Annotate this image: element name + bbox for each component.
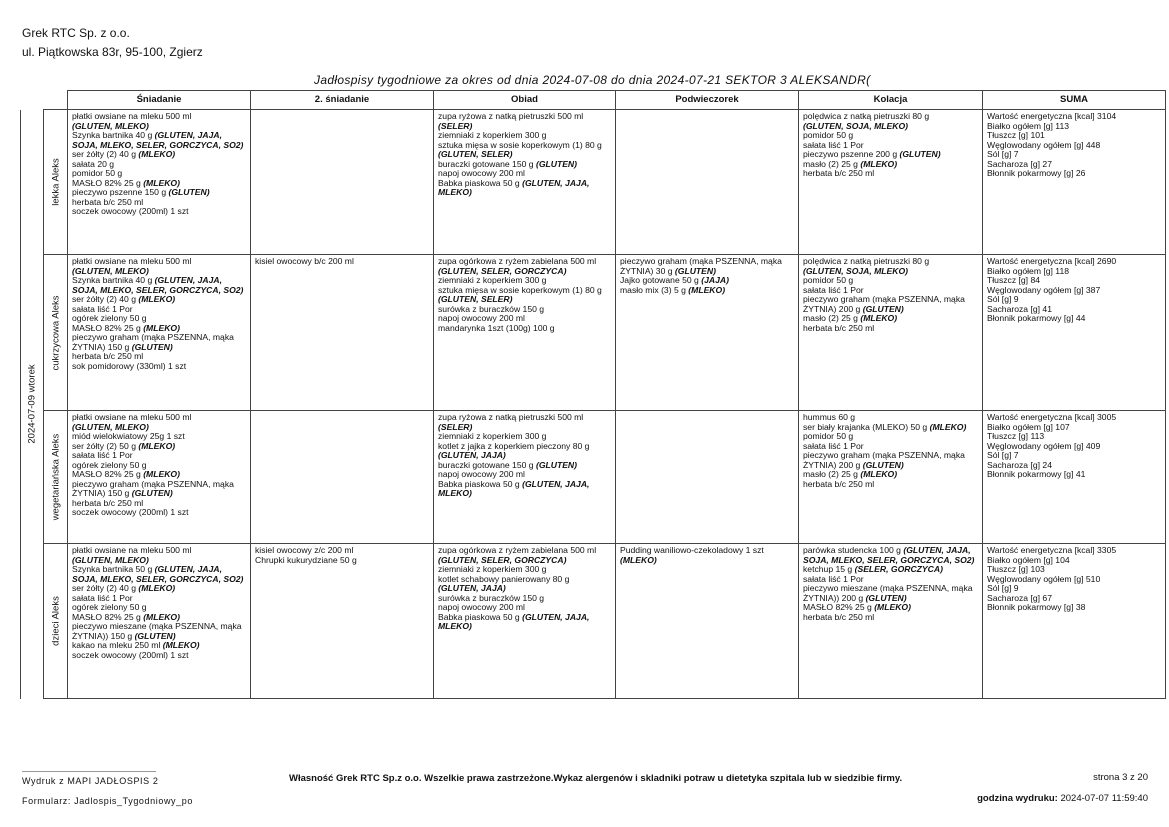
dish-text: pieczywo graham (mąka PSZENNA, mąka ŻYTNIA) 30 g — [620, 256, 782, 276]
podwieczorek-cell — [616, 255, 799, 411]
2-sniadanie-cell — [251, 255, 434, 411]
dish-text: zupa ryżowa z natką pietruszki 500 ml — [438, 111, 584, 121]
menu-item — [803, 613, 978, 623]
dish-text: sałata liść 1 Por — [72, 450, 133, 460]
allergens-text: (GLUTEN, MLEKO) — [72, 265, 149, 276]
nutrition-line: Węglowodany ogółem [g] 387 — [987, 284, 1101, 295]
menu-item — [72, 651, 246, 661]
allergens-text: (GLUTEN, SOJA, MLEKO) — [803, 265, 909, 276]
nutrition-line: Sacharoza [g] 24 — [987, 459, 1052, 470]
dish-text: ketchup 15 g — [803, 564, 855, 574]
allergens-text: (GLUTEN) — [862, 459, 904, 470]
menu-item — [72, 333, 246, 352]
dish-text: napoj owocowy 200 ml — [438, 602, 525, 612]
allergens-text: (MLEKO) — [138, 149, 176, 159]
dish-text: ser żółty (2) 40 g — [72, 149, 139, 159]
allergens-text: (MLEKO) — [143, 469, 180, 479]
diet-label: lekka Aleks — [49, 158, 61, 206]
suma-cell — [983, 411, 1166, 544]
column-header-2-sniadanie: 2. śniadanie — [251, 91, 434, 110]
date-cell — [21, 110, 44, 699]
menu-item — [803, 324, 978, 334]
printout-source: Wydruk z MAPI JADŁOSPIS 2 — [22, 776, 159, 786]
nutrition-line: Sól [g] 7 — [987, 149, 1019, 159]
allergens-text: (GLUTEN, JAJA, MLEKO) — [438, 478, 590, 498]
menu-item — [620, 286, 794, 296]
dish-text: ser biały krajanka (MLEKO) 50 g — [803, 421, 930, 432]
dish-text: kotlet schabowy panierowany 80 g — [438, 573, 570, 584]
nutrition-line: Białko ogółem [g] 104 — [987, 554, 1070, 565]
menu-item — [803, 546, 978, 565]
allergens-text: (GLUTEN) — [862, 303, 904, 314]
allergens-text: (GLUTEN, JAJA, SOJA, MLEKO, SELER, GORCZYCA, SO2) — [72, 130, 244, 150]
dish-text: ziemniaki z koperkiem 300 g — [438, 431, 547, 441]
dish-text: Szynka bartnika 40 g — [72, 130, 155, 140]
dish-text: Chrupki kukurydziane 50 g — [255, 554, 357, 565]
allergens-text: (MLEKO) — [138, 294, 176, 304]
dish-text: MASŁO 82% 25 g — [72, 611, 144, 622]
allergens-text: (MLEKO) — [162, 640, 200, 650]
dish-text: ogórek zielony 50 g — [72, 602, 147, 612]
nutrition-line: Błonnik pokarmowy [g] 44 — [987, 313, 1086, 323]
nutrition-line: Białko ogółem [g] 107 — [987, 421, 1070, 432]
menu-item — [438, 442, 611, 461]
nutrition-line: Sacharoza [g] 27 — [987, 158, 1052, 169]
obiad-cell — [434, 110, 616, 255]
diet-cell — [44, 110, 68, 255]
allergens-text: (GLUTEN, JAJA) — [438, 583, 506, 593]
dish-text: napoj owocowy 200 ml — [438, 469, 525, 479]
allergens-text: (MLEKO) — [929, 421, 967, 432]
dish-text: ser żółty (2) 50 g — [72, 440, 139, 451]
diet-cell — [44, 411, 68, 544]
allergens-text: (GLUTEN) — [899, 149, 941, 159]
dish-text: zupa ogórkowa z ryżem zabielana 500 ml — [438, 256, 597, 266]
dish-text: kotlet z jajka z koperkiem pieczony 80 g — [438, 440, 590, 451]
allergens-text: (GLUTEN, JAJA, MLEKO) — [438, 611, 590, 631]
print-time — [977, 793, 1148, 804]
dish-text: sałata liść 1 Por — [803, 284, 864, 295]
sniadanie-cell — [68, 255, 251, 411]
dish-text: ser żółty (2) 40 g — [72, 294, 139, 304]
dish-text: mandarynka 1szt (100g) 100 g — [438, 322, 555, 333]
podwieczorek-cell — [616, 411, 799, 544]
dish-text: pomidor 50 g — [803, 130, 854, 140]
allergens-text: (MLEKO) — [138, 583, 176, 593]
nutrition-line: Tłuszcz [g] 103 — [987, 564, 1045, 574]
menu-item — [438, 480, 611, 499]
dish-text: ziemniaki z koperkiem 300 g — [438, 275, 547, 285]
dish-text: masło (2) 25 g — [803, 313, 861, 323]
sniadanie-cell — [68, 110, 251, 255]
diet-label: dzieci Aleks — [49, 596, 61, 646]
obiad-cell — [434, 255, 616, 411]
kolacja-cell — [799, 544, 983, 699]
allergens-text: (GLUTEN) — [674, 265, 716, 276]
menu-item — [803, 169, 978, 179]
dish-text: herbata b/c 250 ml — [72, 497, 144, 508]
nutrition-line: Sól [g] 7 — [987, 450, 1019, 460]
dish-text: napoj owocowy 200 ml — [438, 168, 525, 178]
dish-text: ogórek zielony 50 g — [72, 313, 147, 323]
allergens-text: (GLUTEN) — [535, 459, 578, 470]
suma-cell — [983, 255, 1166, 411]
dish-text: kakao na mleku 250 ml — [72, 640, 163, 650]
dish-text: pieczywo pszenne 200 g — [803, 149, 900, 159]
print-time-label: godzina wydruku: — [977, 793, 1058, 804]
dish-text: masło (2) 25 g — [803, 469, 861, 479]
menu-item — [72, 565, 246, 584]
nutrition-line: Wartość energetyczna [kcal] 3005 — [987, 412, 1117, 422]
page-number: strona 3 z 20 — [1093, 772, 1148, 783]
podwieczorek-cell — [616, 110, 799, 255]
menu-item — [72, 207, 246, 217]
column-header-podwieczorek: Podwieczorek — [616, 91, 799, 110]
nutrition-line: Błonnik pokarmowy [g] 41 — [987, 469, 1086, 479]
allergens-text: (GLUTEN, SELER) — [438, 149, 513, 159]
allergens-text: (SELER) — [438, 120, 473, 131]
dish-text: sałata liść 1 Por — [72, 592, 133, 603]
column-header-kolacja: Kolacja — [799, 91, 983, 110]
column-header-suma: SUMA — [983, 91, 1166, 110]
dish-text: herbata b/c 250 ml — [72, 351, 144, 361]
allergens-text: (SELER, GORCZYCA) — [854, 564, 943, 574]
allergens-text: (MLEKO) — [860, 158, 898, 169]
2-sniadanie-cell — [251, 110, 434, 255]
menu-item — [72, 480, 246, 499]
menu-item — [438, 257, 611, 276]
dish-text: MASŁO 82% 25 g — [72, 469, 144, 479]
dish-text: pieczywo mieszane (mąka PSZENNA, mąka ŻYTNIA)) 150 g — [72, 621, 242, 641]
sniadanie-cell — [68, 411, 251, 544]
nutrition-line: Sacharoza [g] 67 — [987, 592, 1052, 603]
dish-text: buraczki gotowane 150 g — [438, 158, 536, 169]
dish-text: sztuka mięsa w sosie koperkowym (1) 80 g — [438, 139, 602, 150]
dish-text: herbata b/c 250 ml — [803, 478, 875, 489]
menu-item — [72, 131, 246, 150]
dish-text: surówka z buraczków 150 g — [438, 303, 545, 314]
dish-text: buraczki gotowane 150 g — [438, 459, 536, 470]
header-row — [21, 91, 1166, 110]
form-name: Formularz: Jadlospis_Tygodniowy_po — [22, 796, 193, 806]
menu-item — [803, 295, 978, 314]
company-address: ul. Piątkowska 83r, 95-100, Zgierz — [22, 45, 203, 59]
diet-cell — [44, 255, 68, 411]
dish-text: Babka piaskowa 50 g — [438, 478, 523, 489]
dish-text: herbata b/c 250 ml — [803, 611, 875, 622]
print-time-value: 2024-07-07 11:59:40 — [1060, 793, 1148, 804]
allergens-text: (GLUTEN) — [131, 341, 173, 352]
diet-cell — [44, 544, 68, 699]
menu-item — [438, 286, 611, 305]
nutrition-line: Wartość energetyczna [kcal] 2690 — [987, 256, 1117, 266]
column-header-sniadanie: Śniadanie — [68, 91, 251, 110]
dish-text: zupa ryżowa z natką pietruszki 500 ml — [438, 412, 584, 422]
diet-row — [21, 255, 1166, 411]
dish-text: sałata liść 1 Por — [803, 139, 864, 150]
kolacja-cell — [799, 255, 983, 411]
menu-item — [72, 622, 246, 641]
nutrition-line: Białko ogółem [g] 118 — [987, 265, 1070, 276]
allergens-text: (MLEKO) — [860, 313, 898, 323]
dish-text: ziemniaki z koperkiem 300 g — [438, 564, 547, 574]
dish-text: miód wielokwiatowy 25g 1 szt — [72, 431, 185, 441]
dish-text: płatki owsiane na mleku 500 ml — [72, 412, 192, 422]
menu-item — [620, 546, 794, 565]
allergens-text: (GLUTEN, MLEKO) — [72, 421, 149, 432]
allergens-text: (MLEKO) — [143, 177, 180, 188]
dish-text: herbata b/c 250 ml — [803, 322, 875, 333]
dish-text: pomidor 50 g — [803, 275, 854, 285]
dish-text: Pudding waniliowo-czekoladowy 1 szt — [620, 545, 764, 555]
nutrition-line: Węglowodany ogółem [g] 409 — [987, 440, 1101, 451]
diet-row — [21, 544, 1166, 699]
menu-item — [255, 257, 429, 267]
dish-text: Jajko gotowane 50 g — [620, 275, 702, 285]
dish-text: pieczywo graham (mąka PSZENNA, mąka ŻYTNIA) 150 g — [72, 332, 234, 352]
menu-item — [438, 613, 611, 632]
dish-text: MASŁO 82% 25 g — [72, 322, 144, 333]
allergens-text: (GLUTEN) — [535, 158, 578, 169]
kolacja-cell — [799, 110, 983, 255]
allergens-text: (GLUTEN) — [134, 630, 176, 641]
nutrition-line: Sól [g] 9 — [987, 294, 1019, 304]
dish-text: parówka studencka 100 g — [803, 545, 904, 555]
dish-text: polędwica z natką pietruszki 80 g — [803, 111, 930, 121]
dish-text: kisiel owocowy z/c 200 ml — [255, 545, 354, 555]
dish-text: pomidor 50 g — [72, 168, 123, 178]
nutrition-line: Wartość energetyczna [kcal] 3305 — [987, 545, 1117, 555]
allergens-text: (GLUTEN, JAJA, SOJA, MLEKO, SELER, GORCZYCA, SO2) — [803, 545, 975, 565]
nutrition-line: Tłuszcz [g] 84 — [987, 275, 1041, 285]
allergens-text: (GLUTEN) — [131, 488, 173, 498]
menu-item — [72, 362, 246, 372]
suma-cell — [983, 544, 1166, 699]
date-label: 2024-07-09 wtorek — [26, 364, 38, 444]
nutrition-line: Węglowodany ogółem [g] 510 — [987, 573, 1101, 584]
dish-text: herbata b/c 250 ml — [803, 168, 875, 178]
diet-row — [21, 110, 1166, 255]
menu-item — [255, 556, 429, 566]
dish-text: Szynka bartnika 50 g — [72, 564, 155, 574]
dish-text: soczek owocowy (200ml) 1 szt — [72, 206, 189, 216]
ownership-notice: Własność Grek RTC Sp.z o.o. Wszelkie prawa zastrzeżone.Wykaz alergenów i skladniki potraw u dietetyka szpitala lub w siedzibie firmy. — [289, 773, 903, 784]
allergens-text: (GLUTEN, JAJA, SOJA, MLEKO, SELER, GORCZYCA, SO2) — [72, 275, 244, 295]
dish-text: herbata b/c 250 ml — [72, 196, 144, 207]
nutrition-line: Tłuszcz [g] 101 — [987, 130, 1045, 140]
dish-text: sałata liść 1 Por — [803, 440, 864, 451]
dish-text: hummus 60 g — [803, 412, 856, 422]
suma-cell — [983, 110, 1166, 255]
dish-text: Szynka bartnika 40 g — [72, 275, 155, 285]
dish-text: sałata liść 1 Por — [72, 303, 133, 314]
dish-text: napoj owocowy 200 ml — [438, 313, 525, 323]
allergens-text: (MLEKO) — [874, 602, 911, 612]
dish-text: płatki owsiane na mleku 500 ml — [72, 111, 192, 121]
allergens-text: (GLUTEN) — [168, 187, 210, 197]
company-name: Grek RTC Sp. z o.o. — [22, 26, 130, 40]
column-header-obiad: Obiad — [434, 91, 616, 110]
dish-text: surówka z buraczków 150 g — [438, 592, 545, 603]
allergens-text: (GLUTEN, SELER, GORCZYCA) — [438, 554, 567, 565]
allergens-text: (GLUTEN) — [865, 592, 907, 603]
dish-text: soczek owocowy (200ml) 1 szt — [72, 649, 189, 660]
company-block — [22, 24, 203, 62]
allergens-text: (MLEKO) — [143, 322, 180, 333]
dish-text: MASŁO 82% 25 g — [803, 602, 875, 612]
dish-text: ziemniaki z koperkiem 300 g — [438, 130, 547, 140]
2-sniadanie-cell — [251, 411, 434, 544]
allergens-text: (GLUTEN, SELER) — [438, 294, 513, 304]
document-title: Jadłospisy tygodniowe za okres od dnia 2024-07-08 do dnia 2024-07-21 SEKTOR 3 ALEKSANDR( — [314, 73, 871, 87]
allergens-text: (GLUTEN, SELER, GORCZYCA) — [438, 265, 567, 276]
menu-item — [438, 575, 611, 594]
menu-item — [438, 141, 611, 160]
dish-text: Babka piaskowa 50 g — [438, 611, 523, 622]
menu-item — [438, 179, 611, 198]
dish-text: płatki owsiane na mleku 500 ml — [72, 545, 192, 555]
dish-text: sałata liść 1 Por — [803, 573, 864, 584]
menu-item — [72, 508, 246, 518]
dish-text: polędwica z natką pietruszki 80 g — [803, 256, 930, 266]
nutrition-line: Błonnik pokarmowy [g] 38 — [987, 602, 1086, 612]
menu-item — [620, 257, 794, 276]
footer-left — [22, 771, 193, 811]
obiad-cell — [434, 544, 616, 699]
allergens-text: (MLEKO) — [860, 469, 898, 479]
dish-text: sztuka mięsa w sosie koperkowym (1) 80 g — [438, 284, 602, 295]
allergens-text: (GLUTEN, JAJA, MLEKO) — [438, 177, 590, 197]
diet-label: wegetariańska Aleks — [49, 433, 61, 521]
dish-text: masło mix (3) 5 g — [620, 284, 689, 295]
nutrition-line: Tłuszcz [g] 113 — [987, 431, 1045, 441]
nutrition-line: Białko ogółem [g] 113 — [987, 120, 1070, 131]
allergens-text: (MLEKO) — [688, 284, 726, 295]
dish-text: masło (2) 25 g — [803, 158, 861, 169]
nutrition-line: Błonnik pokarmowy [g] 26 — [987, 168, 1086, 178]
obiad-cell — [434, 411, 616, 544]
nutrition-line: Sacharoza [g] 41 — [987, 303, 1052, 314]
allergens-text: (SELER) — [438, 421, 473, 432]
dish-text: ser żółty (2) 40 g — [72, 583, 139, 593]
allergens-text: (GLUTEN, SOJA, MLEKO) — [803, 120, 909, 131]
allergens-text: (GLUTEN, MLEKO) — [72, 120, 149, 131]
dish-text: pieczywo graham (mąka PSZENNA, mąka ŻYTNIA) 150 g — [72, 478, 234, 498]
menu-item — [438, 546, 611, 565]
dish-text: pieczywo graham (mąka PSZENNA, mąka ŻYTNIA) 200 g — [803, 450, 965, 470]
allergens-text: (GLUTEN, MLEKO) — [72, 554, 149, 565]
footer-rule — [22, 771, 156, 772]
dish-text: płatki owsiane na mleku 500 ml — [72, 256, 192, 266]
dish-text: MASŁO 82% 25 g — [72, 177, 144, 188]
dish-text: Babka piaskowa 50 g — [438, 177, 523, 188]
dish-text: sok pomidorowy (330ml) 1 szt — [72, 360, 187, 371]
dish-text: sałata 20 g — [72, 158, 115, 169]
diet-label: cukrzycowa Aleks — [49, 295, 61, 370]
allergens-text: (GLUTEN, JAJA, SOJA, MLEKO, SELER, GORCZYCA, SO2) — [72, 564, 244, 584]
allergens-text: (GLUTEN, JAJA) — [438, 450, 506, 460]
menu-item — [438, 324, 611, 334]
nutrition-line: Wartość energetyczna [kcal] 3104 — [987, 111, 1117, 121]
dish-text: pieczywo pszenne 150 g — [72, 187, 169, 197]
dish-text: pieczywo graham (mąka PSZENNA, mąka ŻYTNIA) 200 g — [803, 294, 965, 314]
nutrition-line: Węglowodany ogółem [g] 448 — [987, 139, 1101, 150]
podwieczorek-cell — [616, 544, 799, 699]
menu-table — [20, 90, 1166, 699]
kolacja-cell — [799, 411, 983, 544]
dish-text: kisiel owocowy b/c 200 ml — [255, 256, 354, 266]
menu-item — [72, 276, 246, 295]
dish-text: ogórek zielony 50 g — [72, 459, 147, 470]
diet-row — [21, 411, 1166, 544]
allergens-text: (MLEKO) — [620, 554, 657, 565]
dish-text: zupa ogórkowa z ryżem zabielana 500 ml — [438, 545, 597, 555]
sniadanie-cell — [68, 544, 251, 699]
2-sniadanie-cell — [251, 544, 434, 699]
dish-text: pieczywo mieszane (mąka PSZENNA, mąka ŻYTNIA)) 200 g — [803, 583, 973, 603]
menu-item — [803, 584, 978, 603]
nutrition-line: Sól [g] 9 — [987, 583, 1019, 593]
allergens-text: (MLEKO) — [138, 440, 176, 451]
menu-item — [803, 451, 978, 470]
dish-text: pomidor 50 g — [803, 431, 854, 441]
menu-item — [803, 480, 978, 490]
dish-text: soczek owocowy (200ml) 1 szt — [72, 507, 189, 517]
allergens-text: (JAJA) — [701, 275, 729, 285]
allergens-text: (MLEKO) — [143, 611, 180, 622]
